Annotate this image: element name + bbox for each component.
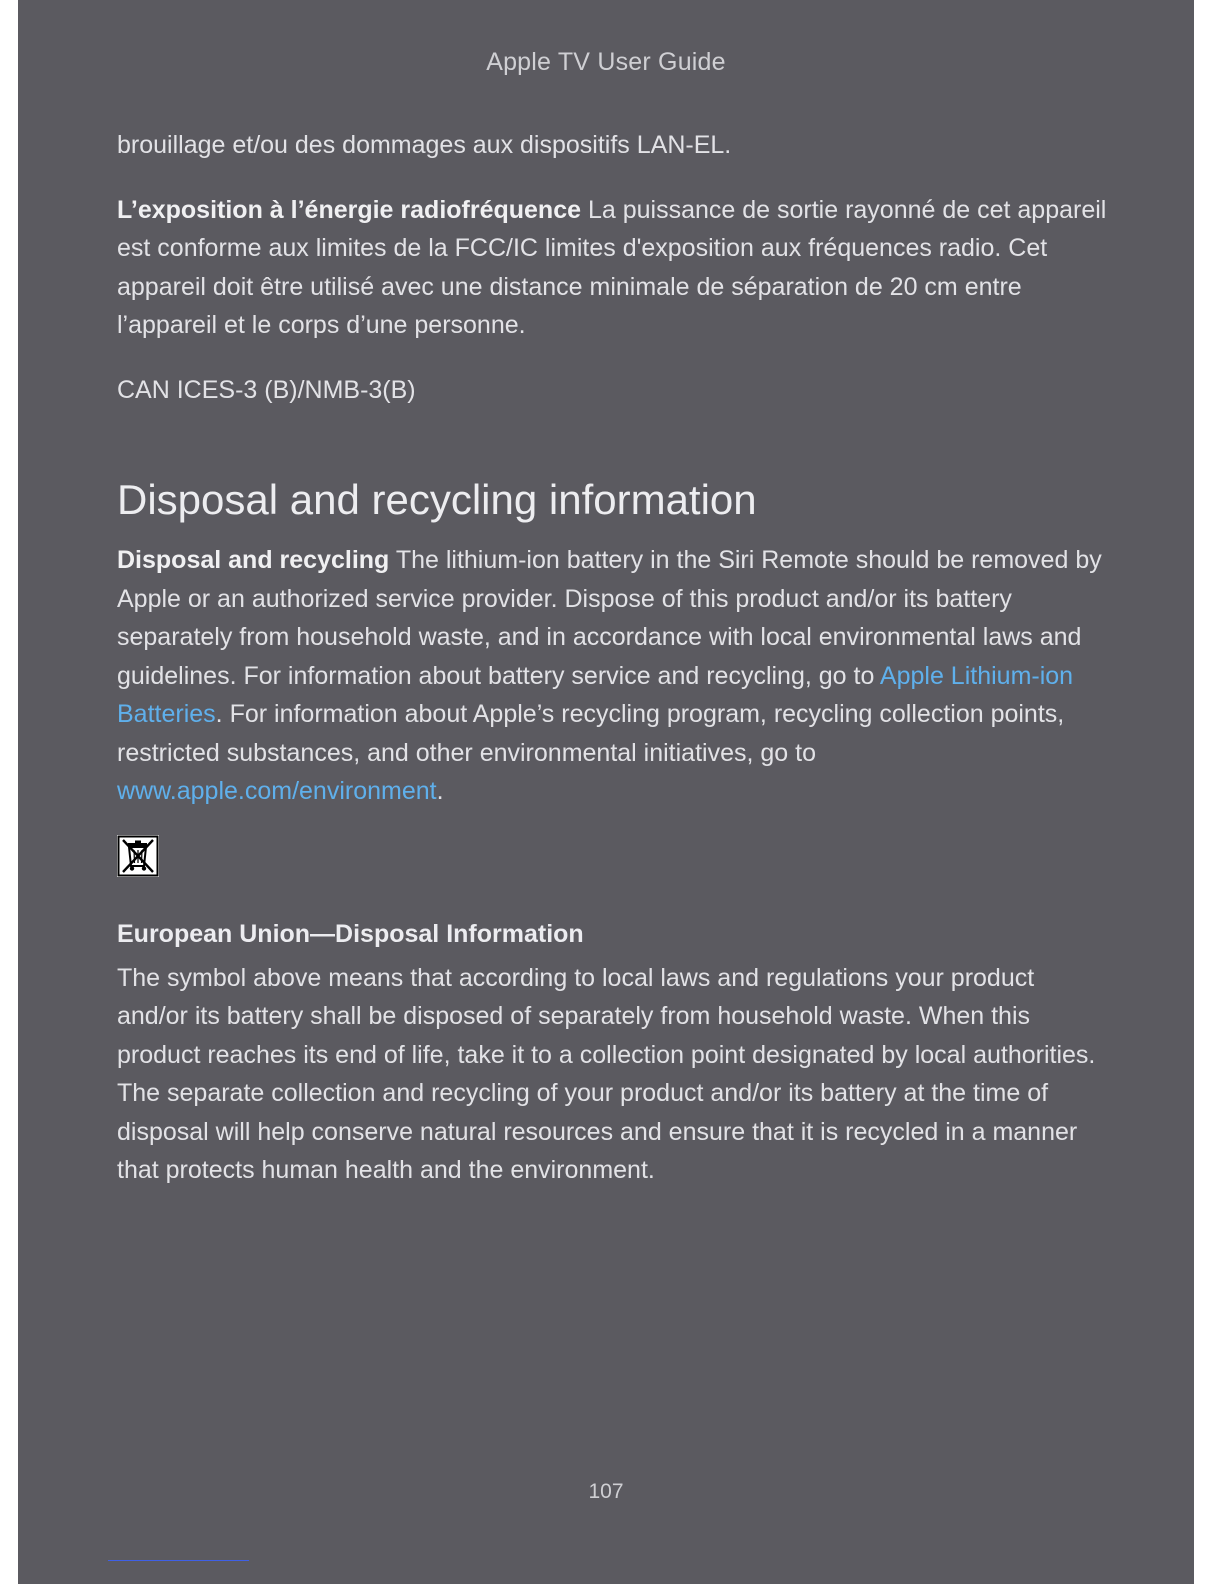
running-header: Apple TV User Guide — [486, 48, 726, 76]
eu-disposal-heading: European Union—Disposal Information — [117, 919, 584, 948]
eu-disposal-body: The symbol above means that according to local laws and regulations your product and/or its battery shall be disposed of separately from household waste. When this product reaches its end of life, take it to a collection point designated by local authorities. The separate collection and recycling of your product and/or its battery at the time of disposal will help conserve natural resources and ensure that it is recycled in a manner that protects human health and the environment. — [117, 963, 1096, 1184]
rf-exposure-body: La puissance de sortie rayonné de cet appareil est conforme aux limites de la FCC/IC limites d'exposition aux fréquences radio. Cet appareil doit être utilisé avec une distance minimale de séparation de 20 cm entre l’appareil et le corps d’une personne. — [117, 195, 1107, 339]
continuation-text: brouillage et/ou des dommages aux dispositifs LAN-EL. — [117, 131, 732, 159]
footer-rule — [108, 1560, 249, 1561]
disposal-body-2: . For information about Apple’s recycling program, recycling collection points, restricted substances, and other environmental initiatives, go to — [117, 700, 1065, 767]
rf-exposure-lead: L’exposition à l’énergie radiofréquence — [117, 195, 582, 224]
ices-paragraph — [117, 371, 1107, 410]
apple-environment-link[interactable]: www.apple.com/environment — [117, 777, 437, 805]
page-content — [117, 126, 1107, 1216]
continuation-paragraph — [117, 126, 1107, 165]
disposal-paragraph — [117, 541, 1107, 811]
disposal-lead: Disposal and recycling — [117, 546, 390, 574]
apple-lithium-ion-batteries-link[interactable]: Apple Lithium-ion Batteries — [117, 661, 1074, 728]
rf-exposure-paragraph — [117, 191, 1107, 345]
document-page — [18, 0, 1194, 1584]
section-title: Disposal and recycling information — [117, 476, 757, 523]
page-number: 107 — [588, 1480, 624, 1503]
crossed-out-wheelie-bin-icon — [117, 835, 159, 877]
disposal-body-3: . — [436, 777, 444, 805]
disposal-body-1: The lithium-ion battery in the Siri Remote should be removed by Apple or an authorized service provider. Dispose of this product and/or its battery separately from household waste, and in accordance with local environmental laws and guidelines. For information about battery service and recycling, go to — [117, 546, 1102, 690]
ices-text: CAN ICES-3 (B)/NMB-3(B) — [117, 375, 416, 404]
eu-disposal-paragraph — [117, 959, 1107, 1190]
